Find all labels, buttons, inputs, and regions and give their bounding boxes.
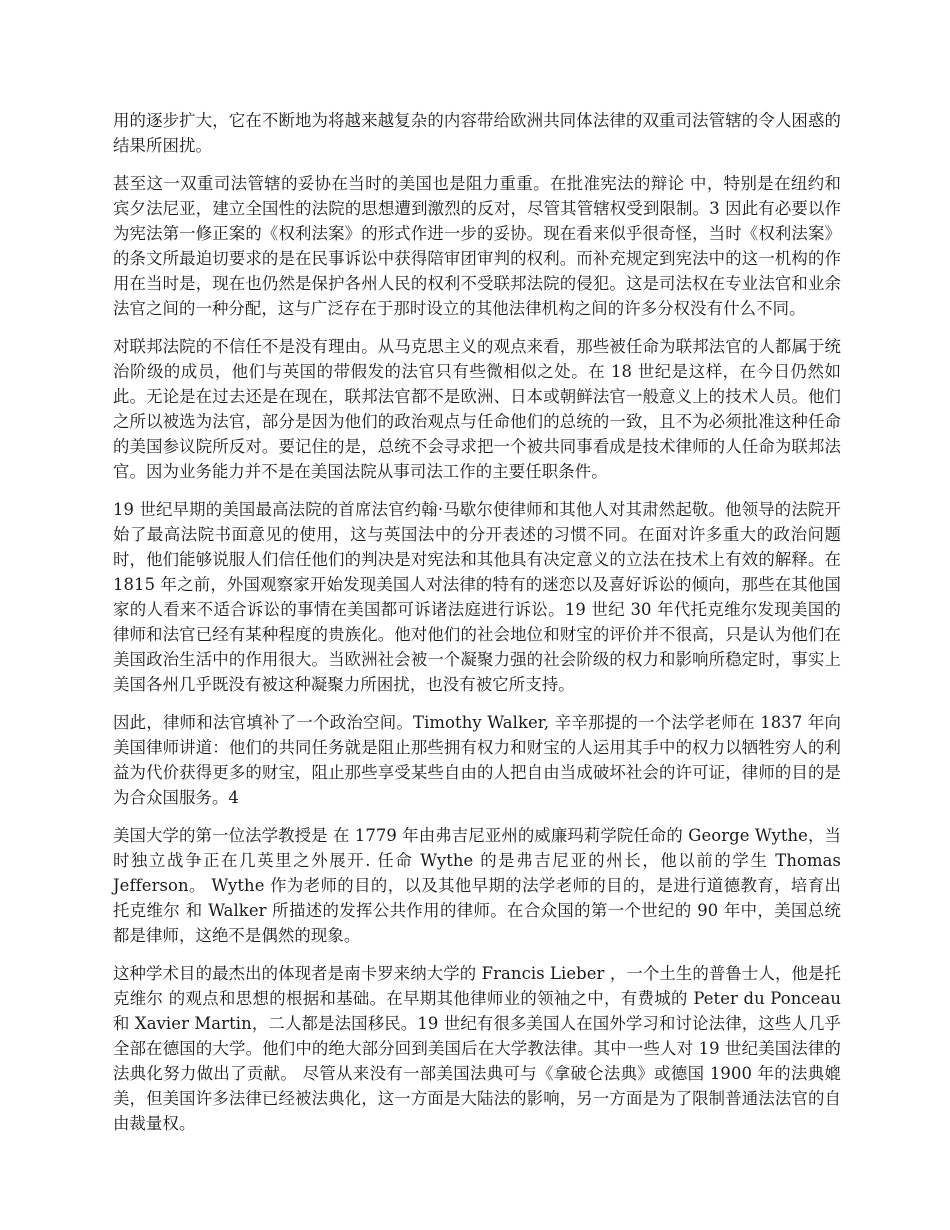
paragraph-1: 用的逐步扩大，它在不断地为将越来越复杂的内容带给欧洲共同体法律的双重司法管辖的令人困惑的结果所困扰。 bbox=[113, 111, 841, 155]
paragraph-4: 19 世纪早期的美国最高法院的首席法官约翰·马歇尔使律师和其他人对其肃然起敬。他领导的法院开始了最高法院书面意见的使用，这与英国法中的分开表述的习惯不同。在面对许多重大的政治问题时，他们能够说服人们信任他们的判决是对宪法和其他具有决定意义的立法在技术上有效的解释。在 1815 年之前，外国观察家开始发现美国人对法律的特有的迷恋以及喜好诉讼的倾向，那些在其他国家的人看来不适合诉讼的事情在美国都可诉诸法庭进行诉讼。19 世纪 30 年代托克维尔发现美国的律师和法官已经有某种程度的贵族化。他对他们的社会地位和财宝的评价并不很高，只是认为他们在美国政治生活中的作用很大。当欧洲社会被一个凝聚力强的社会阶级的权力和影响所稳定时，事实上美国各州几乎既没有被这种凝聚力所困扰，也没有被它所支持。 bbox=[113, 500, 841, 694]
paragraph-6: 美国大学的第一位法学教授是 在 1779 年由弗吉尼亚州的威廉玛莉学院任命的 George Wythe，当时独立战争正在几英里之外展开. 任命 Wythe 的是弗吉尼亚的州长，他以前的学生 Thomas Jefferson。 Wythe 作为老师的目的，以及其他早期的法学老师的目的，是进行道德教育，培育出托克维尔 和 Walker 所描述的发挥公共作用的律师。在合众国的第一个世纪的 90 年中，美国总统都是律师，这绝不是偶然的现象。 bbox=[113, 826, 841, 945]
document-page bbox=[113, 108, 841, 1149]
paragraph-2: 甚至这一双重司法管辖的妥协在当时的美国也是阻力重重。在批准宪法的辩论 中，特别是在纽约和宾夕法尼亚，建立全国性的法院的思想遭到激烈的反对，尽管其管辖权受到限制。3 因此有必要以作为宪法第一修正案的《权利法案》的形式作进一步的妥协。现在看来似乎很奇怪，当时《权利法案》的条文所最迫切要求的是在民事诉讼中获得陪审团审判的权利。而补充规定到宪法中的这一机构的作用在当时是，现在也仍然是保护各州人民的权利不受联邦法院的侵犯。这是司法权在专业法官和业余法官之间的一种分配，这与广泛存在于那时设立的其他法律机构之间的许多分权没有什么不同。 bbox=[113, 174, 841, 318]
paragraph-5: 因此，律师和法官填补了一个政治空间。Timothy Walker, 辛辛那提的一个法学老师在 1837 年向美国律师讲道：他们的共同任务就是阻止那些拥有权力和财宝的人运用其手中的权力以牺牲穷人的利益为代价获得更多的财宝，阻止那些享受某些自由的人把自由当成破坏社会的许可证，律师的目的是为合众国服务。4 bbox=[113, 713, 841, 807]
paragraph-7: 这种学术目的最杰出的体现者是南卡罗来纳大学的 Francis Lieber ，一个土生的普鲁士人，他是托克维尔 的观点和思想的根据和基础。在早期其他律师业的领袖之中，有费城的 Peter du Ponceau 和 Xavier Martin，二人都是法国移民。19 世纪有很多美国人在国外学习和讨论法律，这些人几乎全部在德国的大学。他们中的绝大部分回到美国后在大学教法律。其中一些人对 19 世纪美国法律的法典化努力做出了贡献。 尽管从来没有一部美国法典可与《拿破仑法典》或德国 1900 年的法典媲美，但美国许多法律已经被法典化，这一方面是大陆法的影响，另一方面是为了限制普通法法官的自由裁量权。 bbox=[113, 964, 841, 1133]
paragraph-3: 对联邦法院的不信任不是没有理由。从马克思主义的观点来看，那些被任命为联邦法官的人都属于统治阶级的成员，他们与英国的带假发的法官只有些微相似之处。在 18 世纪是这样，在今日仍然如此。无论是在过去还是在现在，联邦法官都不是欧洲、日本或朝鲜法官一般意义上的技术人员。他们之所以被选为法官，部分是因为他们的政治观点与任命他们的总统的一致，且不为必须批准这种任命的美国参议院所反对。要记住的是，总统不会寻求把一个被共同事看成是技术律师的人任命为联邦法官。因为业务能力并不是在美国法院从事司法工作的主要任职条件。 bbox=[113, 337, 841, 481]
